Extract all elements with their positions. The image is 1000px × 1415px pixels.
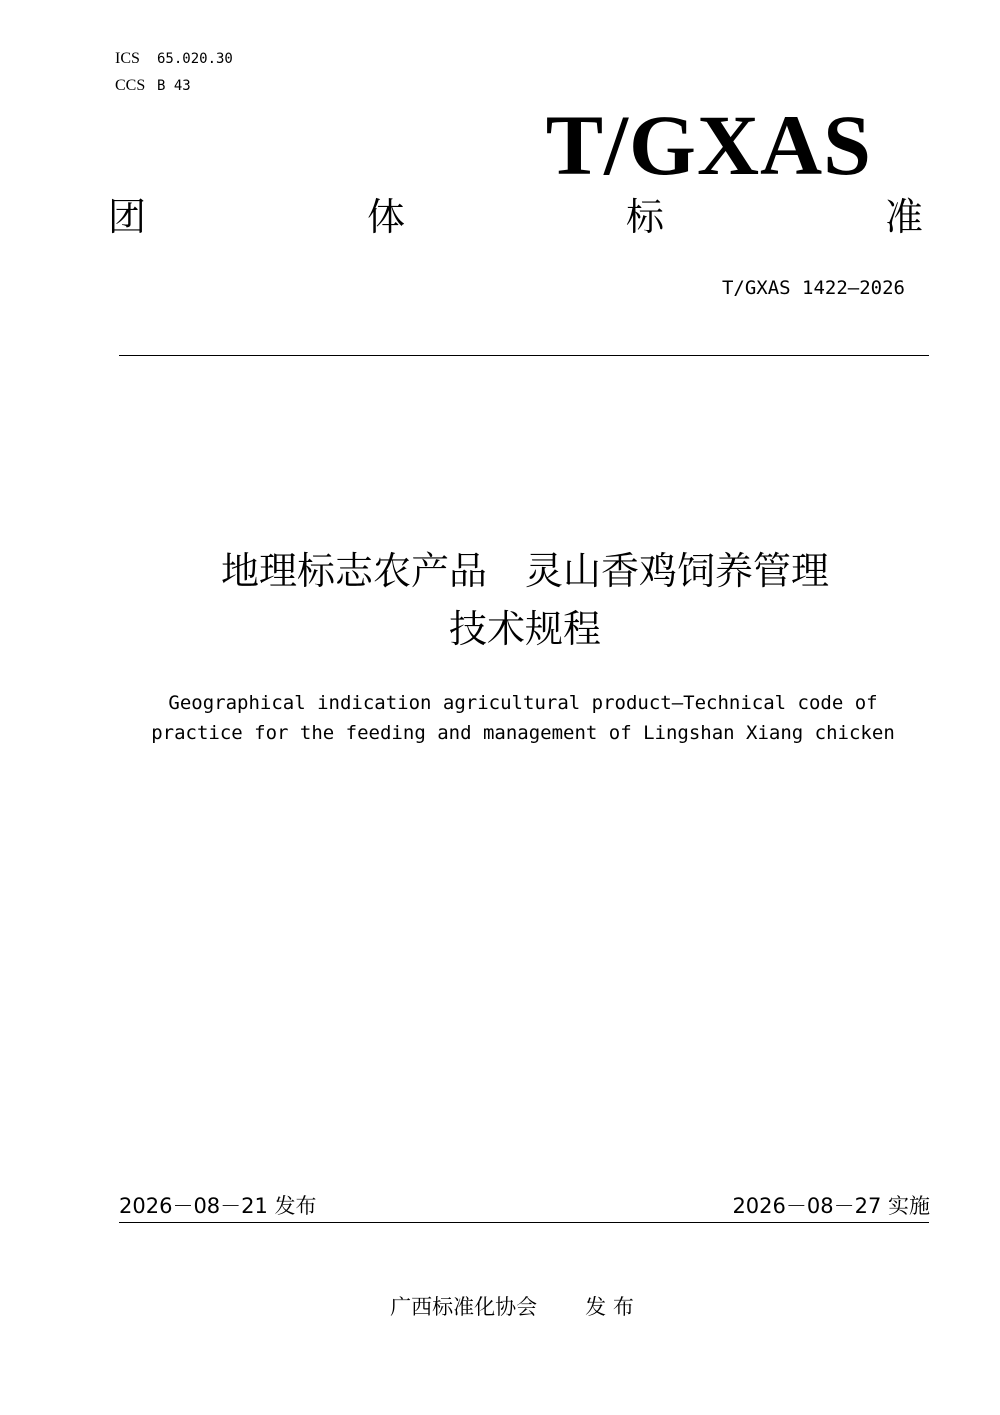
title-zh-line1: 地理标志农产品 灵山香鸡饲养管理 [220, 549, 829, 593]
issue-date: 2026－08－21 发布 [119, 1194, 317, 1218]
ics-value: 65.020.30 [157, 51, 233, 67]
ccs-value: B 43 [157, 78, 191, 94]
standard-number: T/GXAS 1422—2026 [721, 277, 905, 299]
standard-logo: T/GXAS [545, 97, 872, 193]
standard-type-char: 标 [625, 195, 664, 239]
publisher-name: 广西标准化协会 [390, 1295, 538, 1319]
publish-word: 发 布 [585, 1295, 634, 1319]
publisher-line [0, 1293, 1000, 1321]
standard-type-char: 体 [366, 195, 405, 239]
title-en-line1: Geographical indication agricultural product—Technical code of [168, 692, 878, 714]
ccs-label: CCS [115, 77, 146, 94]
implementation-date: 2026－08－27 实施 [732, 1194, 930, 1218]
ics-classification [115, 48, 233, 69]
bottom-divider [119, 1222, 929, 1223]
standard-type-char: 团 [108, 195, 147, 239]
title-zh-line2: 技术规程 [448, 607, 601, 651]
title-en-line2: practice for the feeding and management of Lingshan Xiang chicken [151, 722, 895, 744]
standard-type [108, 192, 923, 242]
top-divider [119, 355, 929, 356]
standard-type-char: 准 [884, 195, 923, 239]
ccs-classification [115, 75, 191, 96]
ics-label: ICS [115, 50, 140, 67]
